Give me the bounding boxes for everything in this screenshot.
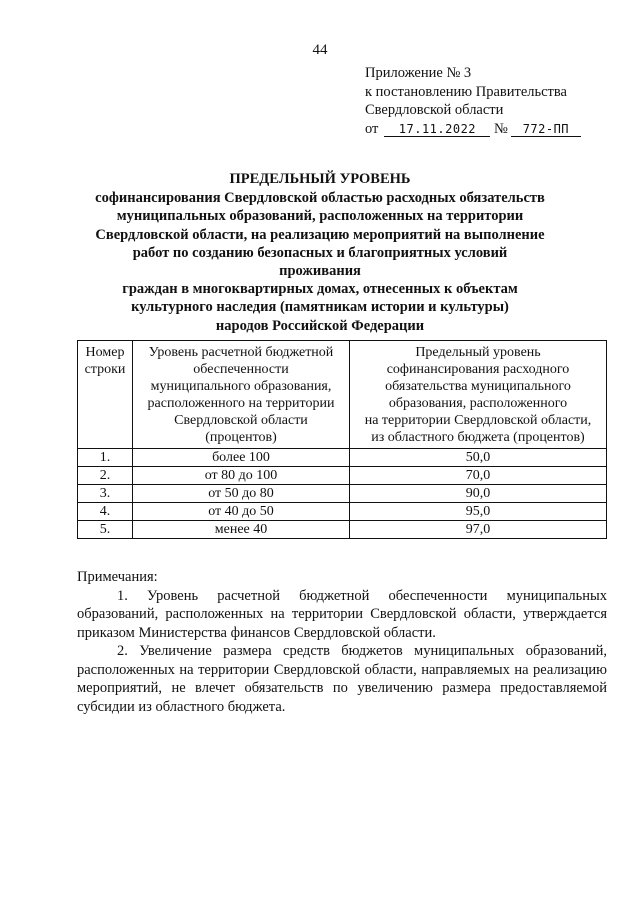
cofinancing-limit: 90,0 — [350, 485, 607, 503]
header-text: софинансирования расходного — [386, 362, 570, 377]
note-item: 1. Уровень расчетной бюджетной обеспеченности муниципальных образований, расположенных на территории Свердловской области, утверждается приказом Министерства финансов Свердловской области. — [77, 587, 607, 641]
header-text: на территории Свердловской области, — [364, 413, 592, 428]
notes-heading: Примечания: — [77, 569, 158, 585]
date-prefix: от — [365, 120, 379, 137]
table-row — [78, 449, 607, 467]
title-line: работ по созданию безопасных и благоприятных условий проживания — [132, 244, 508, 280]
title-line: муниципальных образований, расположенных на территории — [116, 208, 524, 225]
appendix-title: Приложение № 3 — [365, 65, 472, 81]
appendix-block — [365, 64, 581, 138]
title-line: народов Российской Федерации — [215, 317, 425, 334]
header-text: обязательства муниципального — [385, 379, 571, 394]
title-line: культурного наследия (памятникам истории и культуры) — [131, 299, 509, 316]
budget-level: от 80 до 100 — [133, 467, 350, 485]
row-number: 5. — [78, 521, 133, 539]
cofinancing-limit: 95,0 — [350, 503, 607, 521]
row-number: 2. — [78, 467, 133, 485]
header-cofinancing-limit — [350, 341, 607, 449]
number-prefix: № — [494, 120, 508, 137]
header-budget-level — [133, 341, 350, 449]
table-row — [78, 503, 607, 521]
budget-level: от 40 до 50 — [133, 503, 350, 521]
cofinancing-limit: 50,0 — [350, 449, 607, 467]
row-number: 1. — [78, 449, 133, 467]
title-line: софинансирования Свердловской областью расходных обязательств — [95, 190, 545, 207]
header-text: обеспеченности — [193, 362, 289, 377]
document-title — [95, 170, 545, 335]
header-text: Уровень расчетной бюджетной — [148, 345, 334, 360]
resolution-number: 772-ПП — [511, 122, 581, 137]
header-text: расположенного на территории — [147, 396, 335, 411]
table-row — [78, 521, 607, 539]
row-number: 3. — [78, 485, 133, 503]
header-text: Номер — [85, 345, 125, 360]
appendix-region: Свердловской области — [365, 102, 504, 118]
cofinancing-limit: 70,0 — [350, 467, 607, 485]
header-text: Свердловской области — [174, 413, 308, 428]
appendix-resolution: к постановлению Правительства — [365, 83, 567, 100]
cofinancing-table — [77, 340, 607, 539]
header-text: муниципального образования, — [150, 379, 332, 394]
title-main: ПРЕДЕЛЬНЫЙ УРОВЕНЬ — [229, 171, 411, 187]
header-text: строки — [84, 362, 126, 377]
appendix-date-line — [365, 120, 581, 139]
header-text: Предельный уровень — [415, 345, 541, 360]
header-text: из областного бюджета (процентов) — [371, 430, 585, 445]
header-row-number — [78, 341, 133, 449]
table-header-row — [78, 341, 607, 449]
header-text: образования, расположенного — [388, 396, 568, 411]
cofinancing-limit: 97,0 — [350, 521, 607, 539]
table-row — [78, 485, 607, 503]
resolution-date: 17.11.2022 — [384, 122, 490, 137]
page-number: 44 — [312, 42, 328, 58]
title-line: граждан в многоквартирных домах, отнесенных к объектам — [122, 281, 518, 298]
header-text: (процентов) — [205, 430, 277, 445]
row-number: 4. — [78, 503, 133, 521]
title-line: Свердловской области, на реализацию мероприятий на выполнение — [95, 226, 545, 243]
note-item: 2. Увеличение размера средств бюджетов муниципальных образований, расположенных на территории Свердловской области, направляемых на реализацию мероприятий, не влечет обязательств по увеличению размера предоставляемой субсидии из областного бюджета. — [77, 643, 607, 715]
budget-level: менее 40 — [133, 521, 350, 539]
notes-section — [77, 568, 607, 716]
budget-level: от 50 до 80 — [133, 485, 350, 503]
budget-level: более 100 — [133, 449, 350, 467]
table-row — [78, 467, 607, 485]
